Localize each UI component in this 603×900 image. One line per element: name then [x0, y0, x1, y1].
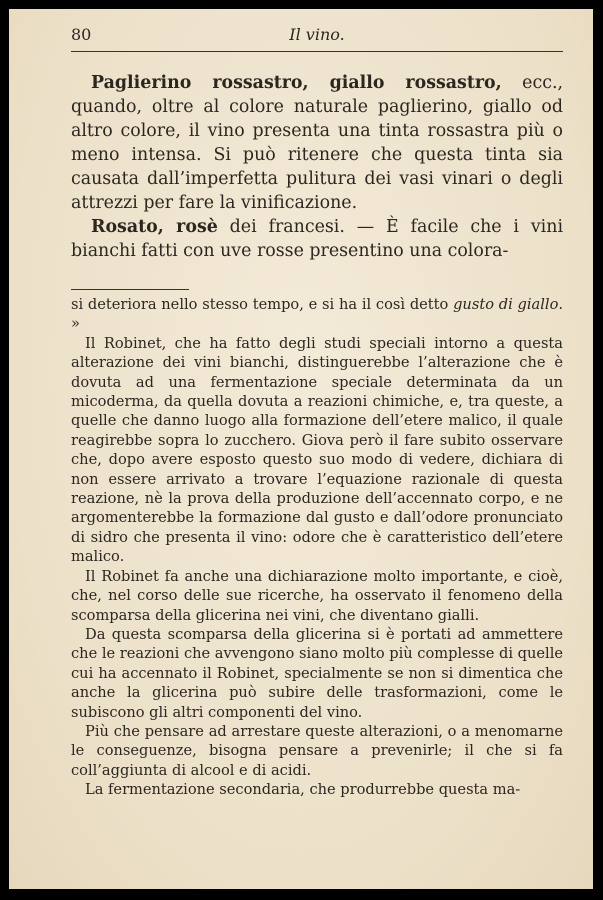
main-text [71, 71, 563, 263]
header-rule [71, 51, 563, 52]
term-paglierino: Paglierino rossastro, giallo rossastro, [91, 73, 502, 93]
page-number: 80 [71, 25, 92, 44]
book-page [9, 9, 593, 889]
paragraph-paglierino-text: ecc., quando, oltre al colore naturale paglierino, giallo od altro colore, il vino presenta una tinta rossastra più o meno intensa. Si può ritenere che questa tinta sia causata dall’imperfetta pulitura dei vasi vinari o degli attrezzi per fare la vinificazione. [71, 73, 564, 213]
paragraph-rosato-text: dei francesi. — È facile che i vini bianchi fatti con uve rosse presentino una colora- [71, 217, 563, 261]
footnote [71, 295, 563, 800]
footnote-paragraph-1 [71, 295, 563, 334]
footnote-text: si deteriora nello stesso tempo, e si ha il così detto [71, 296, 454, 313]
footnote-italic-term: gusto di giallo [453, 296, 559, 313]
paragraph-rosato [71, 215, 563, 263]
footnote-rule [71, 289, 189, 290]
term-rosato: Rosato, rosè [91, 217, 218, 237]
footnote-text-end: . » [71, 296, 563, 333]
footnote-paragraph-6: La fermentazione secondaria, che produrrebbe questa ma- [85, 781, 521, 799]
footnote-paragraph-3: Il Robinet fa anche una dichiarazione molto importante, e cioè, che, nel corso delle sue ricerche, ha osservato il fenomeno della scomparsa della glicerina nei vini, che diventano gialli. [71, 567, 563, 624]
footnote-paragraph-5: Più che pensare ad arrestare queste alterazioni, o a menomarne le conseguenze, bisogna pensare a prevenirle; il che si fa coll’aggiunta di alcool e di acidi. [71, 722, 563, 779]
page-header [71, 23, 563, 47]
footnote-paragraph-2: Il Robinet, che ha fatto degli studi speciali intorno a questa alterazione dei vini bianchi, distinguerebbe l’alterazione che è dovuta ad una fermentazione speciale determinata da un micoderma, da quella dovuta a reazioni chimiche, e, tra queste, a quelle che danno luogo alla formazione dell’etere malico, il quale reagirebbe sopra lo zucchero. Giova però il fare subito osservare che, dopo avere esposto questo suo modo di vedere, dichiara di non essere arrivato a trovare l’equazione razionale di questa reazione, nè la prova della produzione dell’accennato corpo, e ne argomenterebbe la formazione dal gusto e dall’odore pronunciato di sidro che presenta il vino: odore che è caratteristico dell’etere malico. [71, 334, 563, 566]
paragraph-paglierino [71, 71, 563, 215]
footnote-paragraph-4: Da questa scomparsa della glicerina si è portati ad ammettere che le reazioni che avvengono siano molto più complesse di quelle cui ha accennato il Robinet, specialmente se non si dimentica che anche la glicerina può subire delle trasformazioni, come le subiscono gli altri componenti del vino. [71, 625, 563, 721]
running-title: Il vino. [289, 25, 345, 44]
